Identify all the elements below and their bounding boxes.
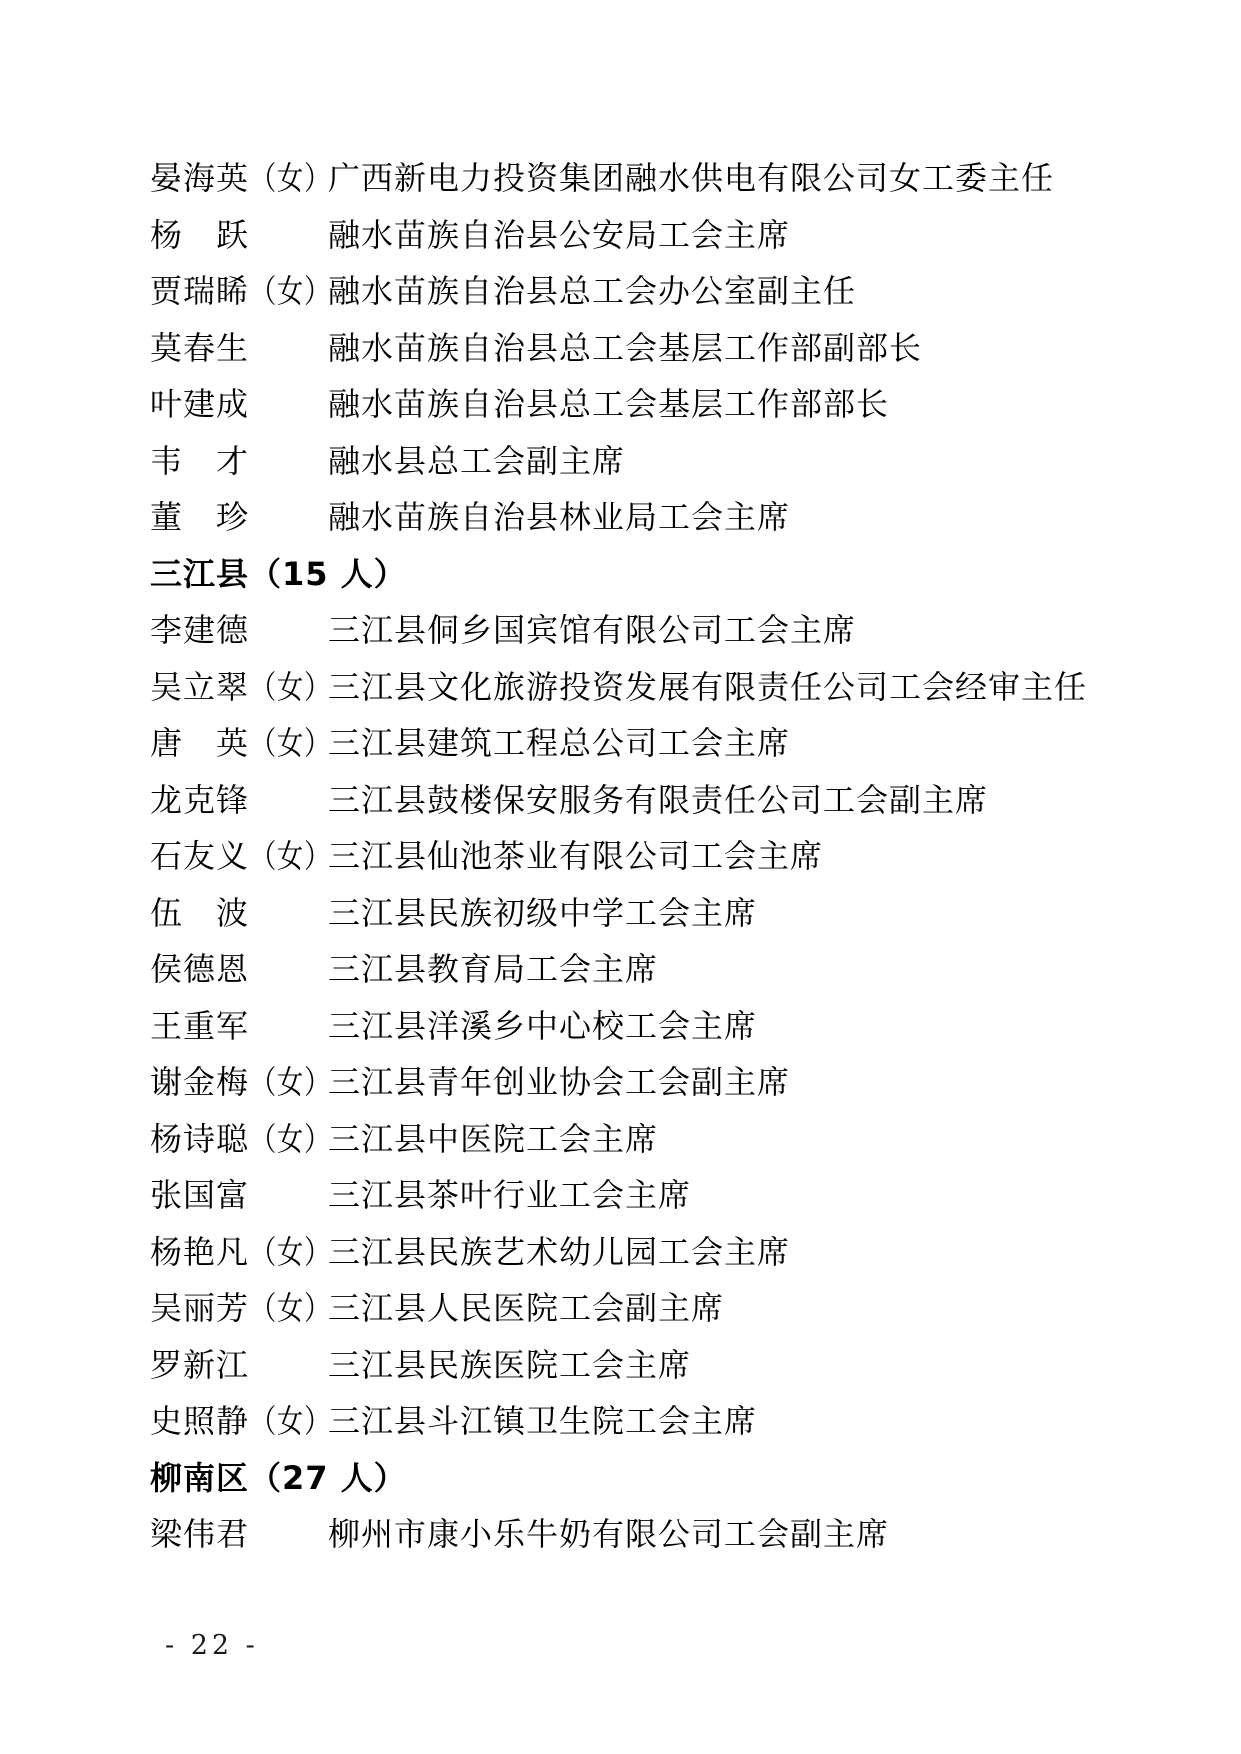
roster-row <box>150 431 1160 488</box>
roster-row <box>150 318 1160 375</box>
person-name: 韦 才 <box>150 441 250 480</box>
person-name: 杨 跃 <box>150 215 250 254</box>
section-header: 柳南区（27 人） <box>150 1458 407 1497</box>
person-name: 史照静 <box>150 1402 250 1441</box>
page-number: - 22 - <box>165 1630 259 1661</box>
roster-row <box>150 487 1160 544</box>
roster-row <box>150 261 1160 318</box>
person-name: 董 珍 <box>150 498 250 537</box>
person-name: 杨诗聪 <box>150 1119 250 1158</box>
roster-row <box>150 1335 1160 1392</box>
person-name: 梁伟君 <box>150 1515 250 1554</box>
person-title: 柳州市康小乐牛奶有限公司工会副主席 <box>328 1515 890 1554</box>
roster-row <box>150 600 1160 657</box>
person-title: 融水苗族自治县总工会基层工作部副部长 <box>328 328 923 367</box>
person-title: 融水苗族自治县公安局工会主席 <box>328 215 791 254</box>
person-name: 莫春生 <box>150 328 250 367</box>
gender-marker: （女） <box>250 272 332 311</box>
person-title: 三江县教育局工会主席 <box>328 950 659 989</box>
roster-list <box>150 148 1160 1561</box>
roster-row <box>150 1504 1160 1561</box>
roster-row <box>150 770 1160 827</box>
person-name: 唐 英 <box>150 724 250 763</box>
person-name: 叶建成 <box>150 385 250 424</box>
gender-marker: （女） <box>250 1119 332 1158</box>
person-name: 吴立翠 <box>150 667 250 706</box>
roster-row <box>150 148 1160 205</box>
person-title: 三江县文化旅游投资发展有限责任公司工会经审主任 <box>328 667 1088 706</box>
person-title: 三江县斗江镇卫生院工会主席 <box>328 1402 758 1441</box>
roster-row <box>150 939 1160 996</box>
person-title: 融水县总工会副主席 <box>328 441 626 480</box>
roster-row <box>150 1165 1160 1222</box>
person-title: 广西新电力投资集团融水供电有限公司女工委主任 <box>328 159 1055 198</box>
person-name: 贾瑞睎 <box>150 272 250 311</box>
person-name: 王重军 <box>150 1006 250 1045</box>
person-name: 杨艳凡 <box>150 1232 250 1271</box>
person-name: 吴丽芳 <box>150 1289 250 1328</box>
person-title: 融水苗族自治县总工会办公室副主任 <box>328 272 857 311</box>
gender-marker: （女） <box>250 1063 332 1102</box>
person-title: 三江县民族医院工会主席 <box>328 1345 692 1384</box>
gender-marker: （女） <box>250 1232 332 1271</box>
person-title: 三江县仙池茶业有限公司工会主席 <box>328 837 824 876</box>
gender-marker: （女） <box>250 1289 332 1328</box>
person-title: 融水苗族自治县林业局工会主席 <box>328 498 791 537</box>
person-title: 三江县建筑工程总公司工会主席 <box>328 724 791 763</box>
roster-row <box>150 883 1160 940</box>
person-title: 三江县洋溪乡中心校工会主席 <box>328 1006 758 1045</box>
gender-marker: （女） <box>250 667 332 706</box>
roster-row <box>150 1222 1160 1279</box>
gender-marker: （女） <box>250 837 332 876</box>
gender-marker: （女） <box>250 1402 332 1441</box>
gender-marker: （女） <box>250 724 332 763</box>
person-name: 罗新江 <box>150 1345 250 1384</box>
roster-row <box>150 657 1160 714</box>
roster-row <box>150 1052 1160 1109</box>
section-header: 三江县（15 人） <box>150 554 407 593</box>
person-title: 三江县侗乡国宾馆有限公司工会主席 <box>328 611 857 650</box>
roster-row <box>150 713 1160 770</box>
person-name: 侯德恩 <box>150 950 250 989</box>
person-title: 三江县中医院工会主席 <box>328 1119 659 1158</box>
page-footer <box>165 1630 259 1661</box>
gender-marker: （女） <box>250 159 332 198</box>
person-title: 三江县茶叶行业工会主席 <box>328 1176 692 1215</box>
person-title: 三江县青年创业协会工会副主席 <box>328 1063 791 1102</box>
person-title: 三江县人民医院工会副主席 <box>328 1289 725 1328</box>
roster-row <box>150 374 1160 431</box>
person-title: 融水苗族自治县总工会基层工作部部长 <box>328 385 890 424</box>
person-name: 伍 波 <box>150 893 250 932</box>
roster-row <box>150 996 1160 1053</box>
roster-row <box>150 1278 1160 1335</box>
roster-row <box>150 1109 1160 1166</box>
person-name: 谢金梅 <box>150 1063 250 1102</box>
person-name: 晏海英 <box>150 159 250 198</box>
roster-row <box>150 1391 1160 1448</box>
person-title: 三江县民族艺术幼儿园工会主席 <box>328 1232 791 1271</box>
person-title: 三江县鼓楼保安服务有限责任公司工会副主席 <box>328 780 989 819</box>
person-title: 三江县民族初级中学工会主席 <box>328 893 758 932</box>
person-name: 龙克锋 <box>150 780 250 819</box>
roster-row <box>150 826 1160 883</box>
person-name: 张国富 <box>150 1176 250 1215</box>
person-name: 李建德 <box>150 611 250 650</box>
roster-row <box>150 205 1160 262</box>
person-name: 石友义 <box>150 837 250 876</box>
